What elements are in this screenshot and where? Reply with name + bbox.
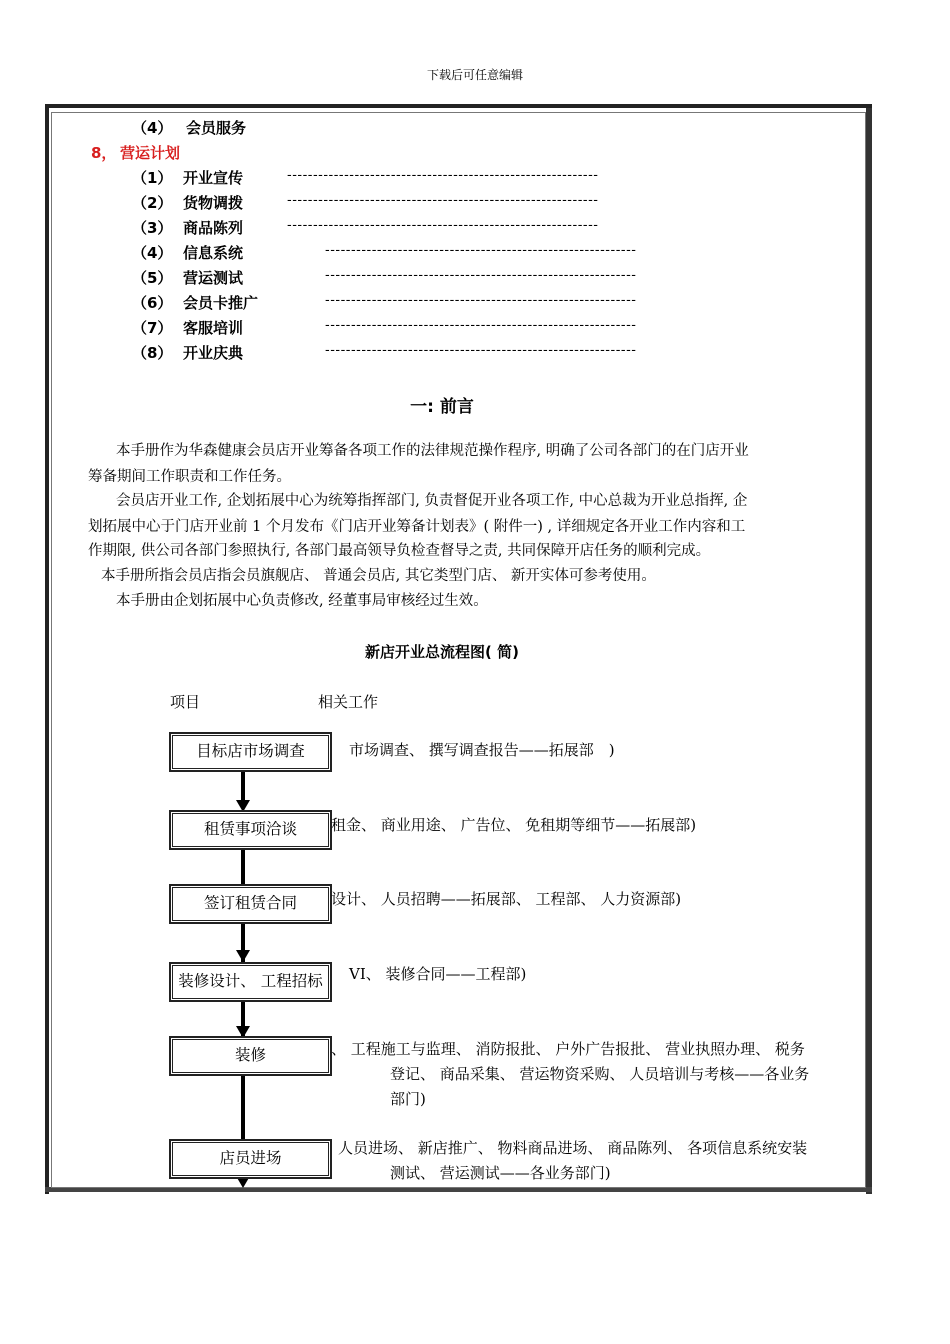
flow-connector [241, 850, 245, 884]
preface-title: 一: 前言 [410, 397, 474, 417]
preface-paragraph-2-line-1: 会员店开业工作, 企划拓展中心为统筹指挥部门, 负责督促开业各项工作, 中心总裁为开业总指挥, 企 [116, 493, 748, 509]
column-header-item: 项目 [170, 693, 201, 711]
toc-item-num: （4） [132, 244, 173, 262]
page-header: 下载后可任意编辑 [426, 68, 523, 82]
toc-item-label: 营运测试 [183, 269, 244, 287]
flow-step-description: 市场调查、 撰写调查报告——拓展部 ) [349, 741, 615, 759]
flow-step-description: 人员进场、 新店推广、 物料商品进场、 商品陈列、 各项信息系统安装 [338, 1139, 808, 1157]
flow-step-box: 租赁事项洽谈 [169, 810, 332, 850]
preface-paragraph-2-line-2: 划拓展中心于门店开业前 1 个月发布《门店开业筹备计划表》( 附件一) , 详细规定各开业工作内容和工 [88, 519, 746, 535]
toc-item-label: 开业庆典 [183, 344, 244, 362]
preface-paragraph-1-line-1: 本手册作为华森健康会员店开业筹备各项工作的法律规范操作程序, 明确了公司各部门的在门店开业 [116, 443, 749, 459]
toc-item-num: （7） [132, 319, 173, 337]
preface-paragraph-3: 本手册所指会员店指会员旗舰店、 普通会员店, 其它类型门店、 新开实体可参考使用。 [101, 568, 656, 584]
flow-step-description: 部门) [390, 1090, 426, 1108]
flow-step-description: 设计、 人员招聘——拓展部、 工程部、 人力资源部) [331, 890, 682, 908]
toc-item-num: （3） [132, 219, 173, 237]
flowchart-title: 新店开业总流程图( 简) [365, 643, 519, 661]
toc-item-num: （5） [132, 269, 173, 287]
flow-step-description: 租金、 商业用途、 广告位、 免租期等细节——拓展部) [331, 816, 697, 834]
toc-item-leader: ------------------------------------------------------------ [325, 293, 637, 308]
toc-item-leader: ------------------------------------------------------------ [325, 268, 637, 283]
toc-item-leader: ------------------------------------------------------------ [287, 218, 599, 233]
toc-prev-num: （4） [132, 119, 173, 137]
toc-prev-label: 会员服务 [186, 119, 247, 137]
toc-item-leader: ------------------------------------------------------------ [325, 243, 637, 258]
toc-item-num: （1） [132, 169, 173, 187]
toc-section-num: 8， [91, 144, 117, 162]
flow-step-description: VI、 装修合同——工程部) [349, 965, 527, 983]
flow-step-box: 装修设计、 工程招标 [169, 962, 332, 1002]
flow-step-box: 装修 [169, 1036, 332, 1076]
preface-paragraph-1-line-2: 筹备期间工作职责和工作任务。 [88, 469, 291, 485]
toc-item-leader: ------------------------------------------------------------ [325, 343, 637, 358]
preface-paragraph-4: 本手册由企划拓展中心负责修改, 经董事局审核经过生效。 [116, 593, 488, 609]
toc-item-leader: ------------------------------------------------------------ [325, 318, 637, 333]
flow-step-box: 签订租赁合同 [169, 884, 332, 924]
preface-paragraph-2-line-3: 作期限, 供公司各部门参照执行, 各部门最高领导负检查督导之责, 共同保障开店任务的顺利完成。 [88, 543, 711, 559]
flow-step-box: 目标店市场调查 [169, 732, 332, 772]
flow-step-description: 测试、 营运测试——各业务部门) [390, 1164, 611, 1182]
toc-item-num: （2） [132, 194, 173, 212]
flow-step-description: 登记、 商品采集、 营运物资采购、 人员培训与考核——各业务 [390, 1065, 810, 1083]
toc-item-leader: ------------------------------------------------------------ [287, 193, 599, 208]
toc-item-label: 客服培训 [183, 319, 244, 337]
toc-item-num: （8） [132, 344, 173, 362]
flow-arrow-head [236, 950, 250, 962]
toc-item-label: 会员卡推广 [183, 294, 259, 312]
toc-item-label: 货物调拨 [183, 194, 244, 212]
flow-step-box: 店员进场 [169, 1139, 332, 1179]
flow-connector [241, 1070, 245, 1142]
toc-item-label: 信息系统 [183, 244, 244, 262]
flow-step-description: 、 工程施工与监理、 消防报批、 户外广告报批、 营业执照办理、 税务 [331, 1040, 805, 1058]
toc-item-leader: ------------------------------------------------------------ [287, 168, 599, 183]
toc-section-title: 营运计划 [120, 144, 181, 162]
toc-item-label: 商品陈列 [183, 219, 244, 237]
toc-item-num: （6） [132, 294, 173, 312]
toc-item-label: 开业宣传 [183, 169, 244, 187]
column-header-work: 相关工作 [318, 693, 379, 711]
frame-top-border [45, 104, 872, 108]
